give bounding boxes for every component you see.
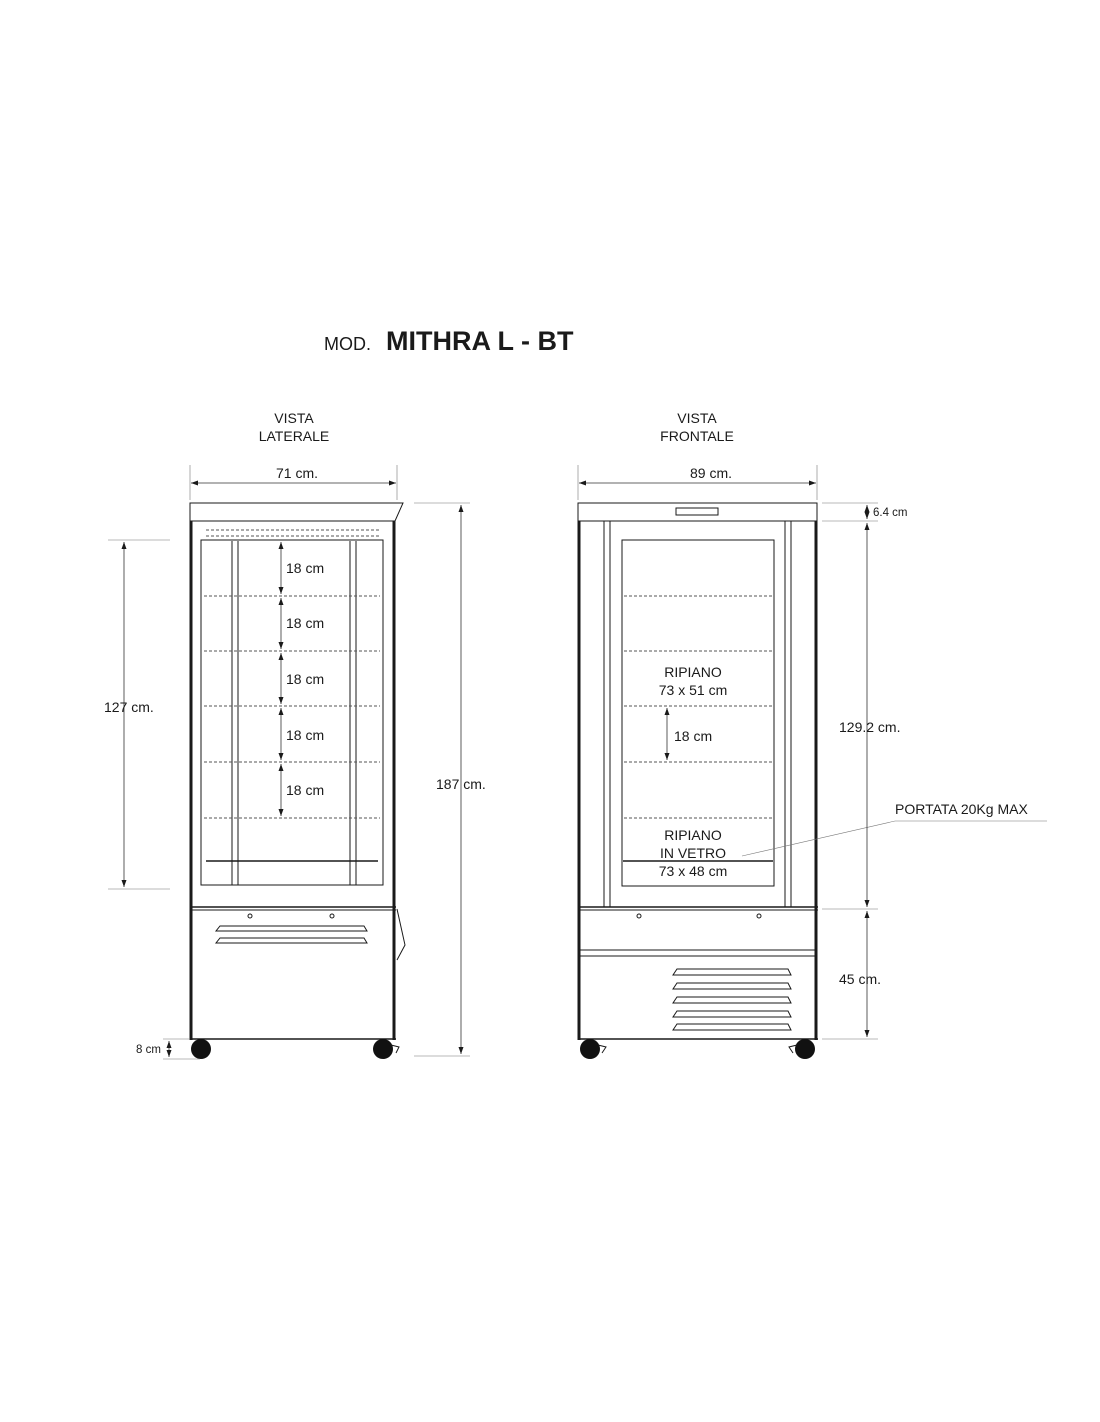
side-wheel-height-label: 8 cm [136,1044,161,1056]
side-vent-1 [216,926,367,931]
model-name: MITHRA L - BT [386,326,574,356]
side-base-screw-2 [330,914,334,918]
front-vent-3 [673,997,791,1003]
front-view [578,410,1047,1059]
front-cabinet-height-label: 129.2 cm. [839,719,901,735]
front-top-cap [578,503,817,521]
side-base-screw-1 [248,914,252,918]
front-glass-shelf-line3: 73 x 48 cm [658,863,728,879]
front-glass-shelf-line1: RIPIANO [664,827,722,843]
side-wheel-right [373,1039,393,1059]
front-shelf-label-line1: RIPIANO [664,664,722,680]
front-top-badge [676,508,718,515]
side-shelf-spacing-3: 18 cm [286,671,325,687]
front-shelf-spacing: 18 cm [674,728,713,744]
front-base-height-label: 45 cm. [839,971,882,987]
front-wheel-left [580,1039,600,1059]
side-vent-2 [216,938,367,943]
front-top-height-label: 6.4 cm [873,507,908,519]
front-view-title-line2: FRONTALE [660,428,734,444]
side-shelf-spacing-5: 18 cm [286,782,325,798]
front-base-screw-2 [757,914,761,918]
front-glass-shelf-line2: IN VETRO [659,845,727,861]
front-vent-5 [673,1024,791,1030]
front-wheel-right [795,1039,815,1059]
front-vent-2 [673,983,791,989]
front-width-label: 89 cm. [689,465,733,481]
front-vent-1 [673,969,791,975]
side-shelf-spacing-4: 18 cm [286,727,325,743]
side-view [104,410,486,1059]
mod-label: MOD. [324,334,371,354]
side-shelf-spacing-1: 18 cm [286,560,325,576]
side-shelf-spacing-2: 18 cm [286,615,325,631]
side-view-title-line2: LATERALE [258,428,330,444]
side-total-height-label: 187 cm. [436,776,486,792]
side-door-handle [397,909,405,960]
front-view-title-line1: VISTA [677,410,717,426]
side-wheel-left [191,1039,211,1059]
front-base-screw-1 [637,914,641,918]
front-load-capacity-label: PORTATA 20Kg MAX [895,801,1028,817]
side-top-cap [190,503,403,521]
front-shelf-label-line2: 73 x 51 cm [658,682,728,698]
front-vent-4 [673,1011,791,1017]
front-load-leader-line [742,821,1047,856]
side-width-label: 71 cm. [275,465,319,481]
side-inner-height-label: 127 cm. [104,699,154,715]
side-view-title-line1: VISTA [274,410,314,426]
